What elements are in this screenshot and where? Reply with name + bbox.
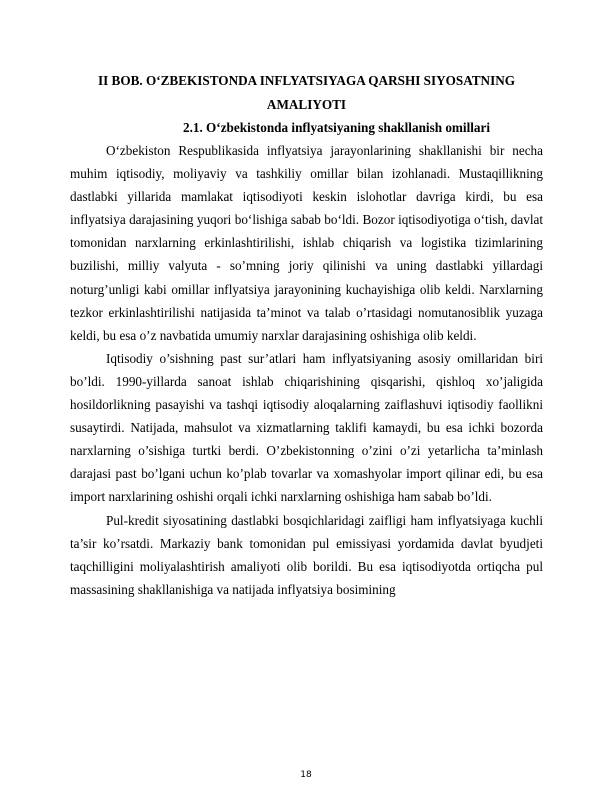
body-text xyxy=(70,139,543,601)
paragraph: Iqtisodiy o’sishning past sur’atlari ham inflyatsiyaning asosiy omillaridan biri bo’ldi. 1990-yillarda sanoat ishlab chiqarishining qisqarishi, qishloq xo’jaligida hosildorlikning pasayishi va tashqi iqtisodiy aloqalarning zaiflashuvi iqtisodiy faollikni susaytirdi. Natijada, mahsulot va xizmatlarning taklifi kamaydi, bu esa ichki bozorda narxlarning o’sishiga turtki berdi. O’zbekistonning o’zini o’zi yetarlicha ta’minlash darajasi past bo’lgani uchun ko’plab tovarlar va xomashyolar import qilinar edi, bu esa import narxlarining oshishi orqali ichki narxlarning oshishiga ham sabab bo’ldi. xyxy=(70,350,543,505)
paragraph: Pul-kredit siyosatining dastlabki bosqichlaridagi zaifligi ham inflyatsiyaga kuchli ta’sir ko’rsatdi. Markaziy bank tomonidan pul emissiyasi yordamida davlat byudjeti taqchilligini moliyalashtirish amaliyoti olib borildi. Bu esa iqtisodiyotda ortiqcha pul massasining shakllanishiga va natijada inflyatsiya bosimining xyxy=(70,512,543,597)
chapter-title: II BOB. O‘ZBEKISTONDA INFLYATSIYAGA QARSHI SIYOSATNING AMALIYOTI xyxy=(97,73,515,112)
page-number: 18 xyxy=(300,770,312,780)
paragraph: O‘zbekiston Respublikasida inflyatsiya jarayonlarining shakllanishi bir necha muhim iqtisodiy, moliyaviy va tashkiliy omillar bilan izohlanadi. Mustaqillikning dastlabki yillarida mamlakat iqtisodiyoti keskin islohotlar davriga kirdi, bu esa inflyatsiya darajasining yuqori bo‘lishiga sabab bo‘ldi. Bozor iqtisodiyotiga o‘tish, davlat tomonidan narxlarning erkinlashtirilishi, ishlab chiqarish va logistika tizimlarining buzilishi, milliy valyuta - so’mning joriy qilinishi va uning dastlabki yillardagi noturg’unligi kabi omillar inflyatsiya jarayonining kuchayishiga olib keldi. Narxlarning tezkor erkinlashtirilishi natijasida ta’minot va talab o’rtasidagi nomutanosiblik yuzaga keldi, bu esa o’z navbatida umumiy narxlar darajasining oshishiga olib keldi. xyxy=(70,143,543,343)
section-title: 2.1. O‘zbekistonda inflyatsiyaning shakllanish omillari xyxy=(182,120,491,135)
